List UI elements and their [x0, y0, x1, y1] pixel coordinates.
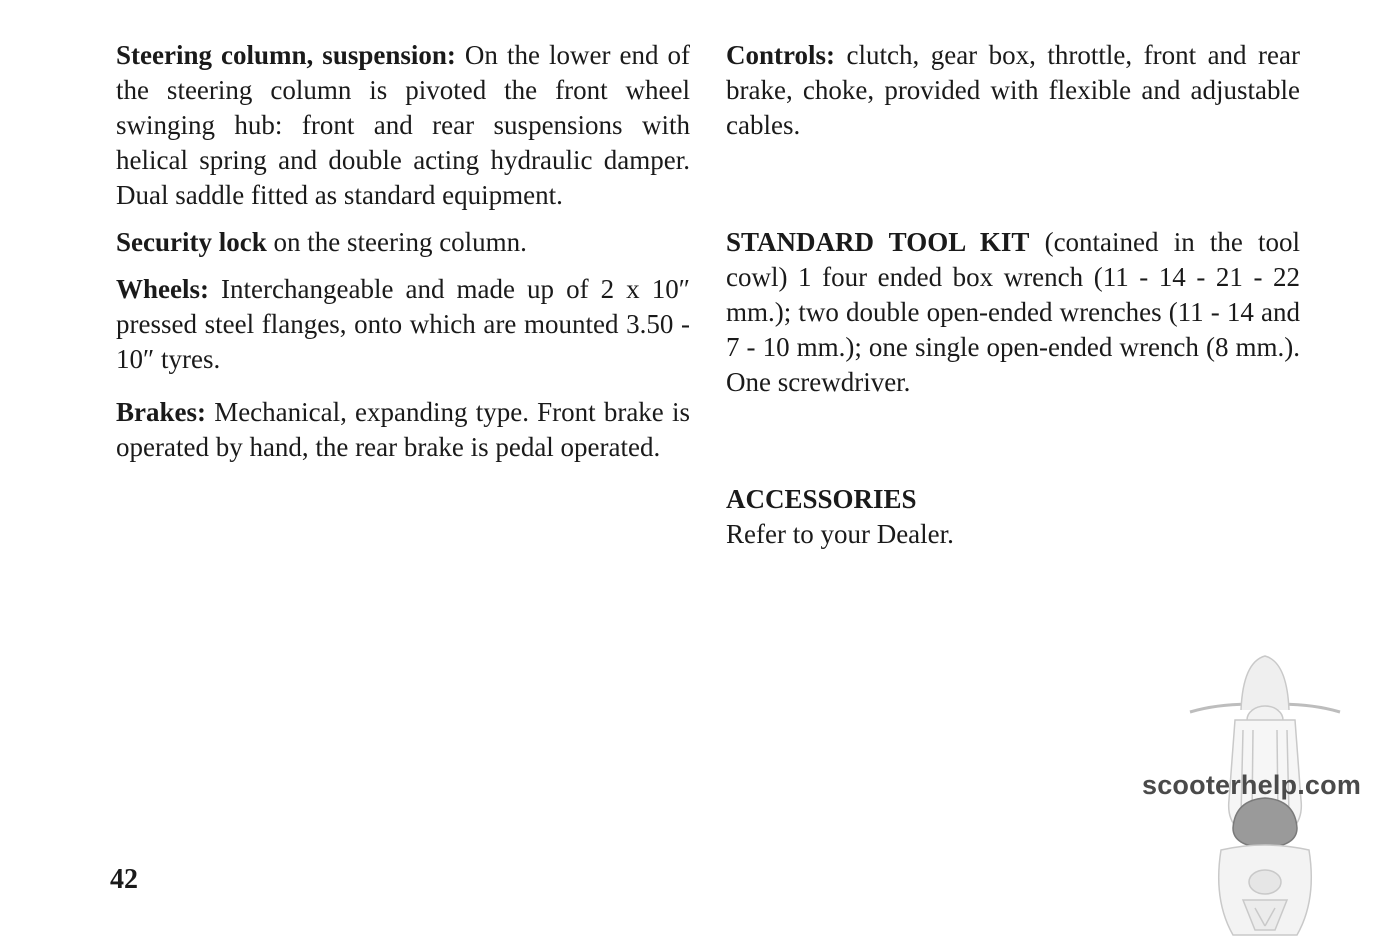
tool-kit-paragraph [726, 225, 1300, 400]
steering-suspension-paragraph [116, 38, 690, 213]
brakes-paragraph [116, 395, 690, 465]
security-lock-paragraph [116, 225, 690, 260]
controls-label: Controls: [726, 40, 836, 70]
tool-kit-label: STANDARD TOOL KIT [726, 227, 1030, 257]
steering-suspension-label: Steering column, suspension: [116, 40, 456, 70]
controls-text: clutch, gear box, throttle, front and rear brake, choke, provided with flexible and adjustable cables. [726, 40, 1300, 140]
brakes-label: Brakes: [116, 397, 206, 427]
brakes-text: Mechanical, expanding type. Front brake is operated by hand, the rear brake is pedal operated. [116, 397, 690, 462]
left-column [116, 38, 690, 465]
accessories-heading: ACCESSORIES [726, 484, 917, 514]
controls-paragraph [726, 38, 1300, 143]
page-number: 42 [110, 864, 138, 895]
steering-suspension-text: On the lower end of the steering column is pivoted the front wheel swinging hub: front and rear suspensions with helical spring and double acting hydraulic damper. Dual saddle fitted as standard equipment. [116, 40, 690, 210]
accessories-paragraph [726, 482, 1300, 552]
wheels-label: Wheels: [116, 274, 209, 304]
security-lock-text: on the steering column. [266, 227, 527, 257]
wheels-paragraph [116, 272, 690, 377]
security-lock-label: Security lock [116, 227, 267, 257]
right-column [726, 38, 1300, 552]
tool-kit-text: (contained in the tool cowl) 1 four ended box wrench (11 - 14 - 21 - 22 mm.); two double open-ended wrenches (11 - 14 and 7 - 10 mm.); one single open-ended wrench (8 mm.). One screwdriver. [726, 227, 1301, 397]
accessories-text: Refer to your Dealer. [726, 519, 954, 549]
wheels-text: Interchangeable and made up of 2 x 10″ pressed steel flanges, onto which are mounted 3.50 - 10″ tyres. [116, 274, 690, 374]
scooterhelp-watermark: scooterhelp.com [1142, 770, 1362, 800]
